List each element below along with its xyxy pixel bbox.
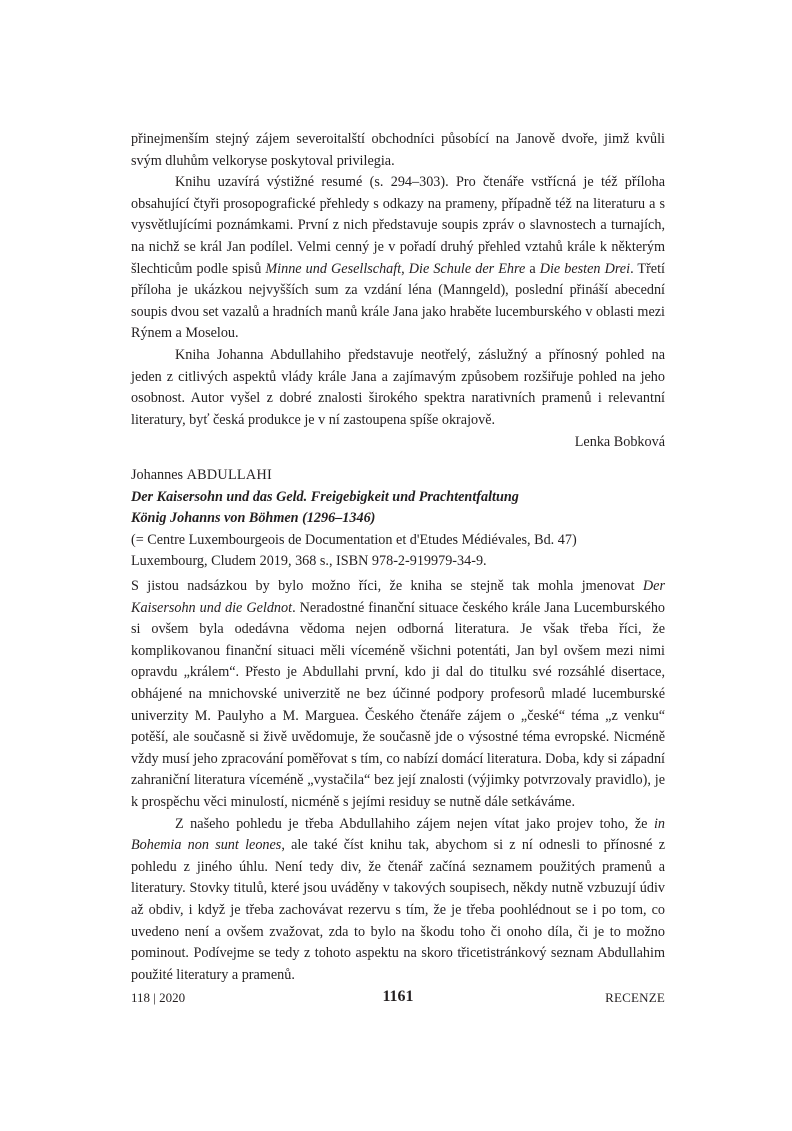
paragraph: Z našeho pohledu je třeba Abdullahiho zájem nejen vítat jako projev toho, že in Bohemia non sunt leones, ale také číst knihu tak, abychom si z ní odnesli to přínosné z pohledu z jiného úhlu. Není tedy div, že čtenář začíná seznamem použitých pramenů a literatury. Stovky titulů, které jsou uváděny v takových soupisech, někdy nutně vzbuzují údiv až obdiv, i když je třeba zachovávat rezervu s tím, že je třeba poohlédnout se i po tom, co uvedeno není a ovšem zvažovat, zda to bylo na škodu toho či onoho díla, či je to možno pominout. Podívejme se tedy z tohoto aspektu na skoro třicetistránkový seznam Abdullahim použité literatury a pramenů.	[131, 815, 665, 983]
paragraph: S jistou nadsázkou by bylo možno říci, že kniha se stejně tak mohla jmenovat Der Kaisersohn und die Geldnot. Neradostné finanční situace českého krále Jana Lucemburského si ovšem byla odedávna vědoma nejen odborná literatura. Je však třeba říci, že komplikovanou finanční situaci měli víceméně všichni potentáti, Jan byl ovšem mezi nimi opravdu „králem“. Přesto je Abdullahi první, kdo ji dal do titulku své rozsáhlé disertace, obhájené na mnichovské univerzitě ne bez účinné podpory profesorů mladé lucemburské univerzity M. Paulyho a M. Marguea. Českého čtenáře zájem o „české“ téma „z venku“ potěší, ale současně si živě uvědomuje, že současně jde o výsostné téma evropské. Nicméně vždy musí jeho zpracování poměřovat s tím, co nabízí domácí literatura. Doba, kdy si západní zahraniční literatura víceméně „vystačila“ bez její znalosti (výjimky potvrzovaly pravidlo), je k prospěchu věci minulostí, nicméně s jejími residuy se nutně dále setkáváme.	[131, 578, 666, 810]
book-title-continued: König Johanns von Böhmen (1296–1346)	[131, 510, 376, 527]
book-series: (= Centre Luxembourgeois de Documentation et d'Etudes Médiévales, Bd. 47)	[131, 531, 577, 548]
journal-issue: 118 | 2020	[131, 990, 186, 1005]
paragraph: Kniha Johanna Abdullahiho představuje neotřelý, záslužný a přínosný pohled na jeden z citlivých aspektů vlády krále Jana a zajímavým způsobem rozšiřuje pohled na jeho osobnost. Autor vyšel z dobré znalosti širokého spektra narativních pramenů i relevantní literatury, byť česká produkce je v ní zastoupena spíše okrajově.	[131, 346, 665, 428]
page-footer	[131, 988, 665, 1010]
book-publication: Luxembourg, Cludem 2019, 368 s., ISBN 978-2-919979-34-9.	[131, 553, 487, 570]
bibliographic-entry	[131, 465, 665, 573]
book-author: Johannes ABDULLAHI	[131, 467, 273, 483]
book-title: Der Kaisersohn und das Geld. Freigebigkeit und Prachtentfaltung	[131, 488, 519, 505]
reviewer-signature: Lenka Bobková	[574, 434, 665, 451]
section-label: RECENZE	[605, 990, 665, 1005]
review-body	[131, 576, 665, 986]
previous-review-ending	[131, 129, 665, 454]
paragraph: přinejmenším stejný zájem severoitalští obchodníci působící na Janově dvoře, jimž kvůli svým dluhům velkoryse poskytoval privilegia.	[131, 131, 665, 169]
paragraph: Knihu uzavírá výstižné resumé (s. 294–303). Pro čtenáře vstřícná je též příloha obsahující čtyři prosopografické přehledy s odkazy na prameny, případně též na literaturu a s vysvětlujícími poznámkami. První z nich představuje soupis zpráv o slavnostech a turnajích, na nichž se král Jan podílel. Velmi cenný je v pořadí druhý přehled vztahů krále k některým šlechticům podle spisů Minne und Gesellschaft, Die Schule der Ehre a Die besten Drei. Třetí příloha je ukázkou nejvyšších sum za vzdání léna (Manngeld), poslední přináší abecední soupis dvou set vazalů a hradních manů krále Jana jako hraběte lucemburského v oblasti mezi Rýnem a Moselou.	[131, 174, 665, 342]
page-number: 1161	[382, 988, 414, 1005]
